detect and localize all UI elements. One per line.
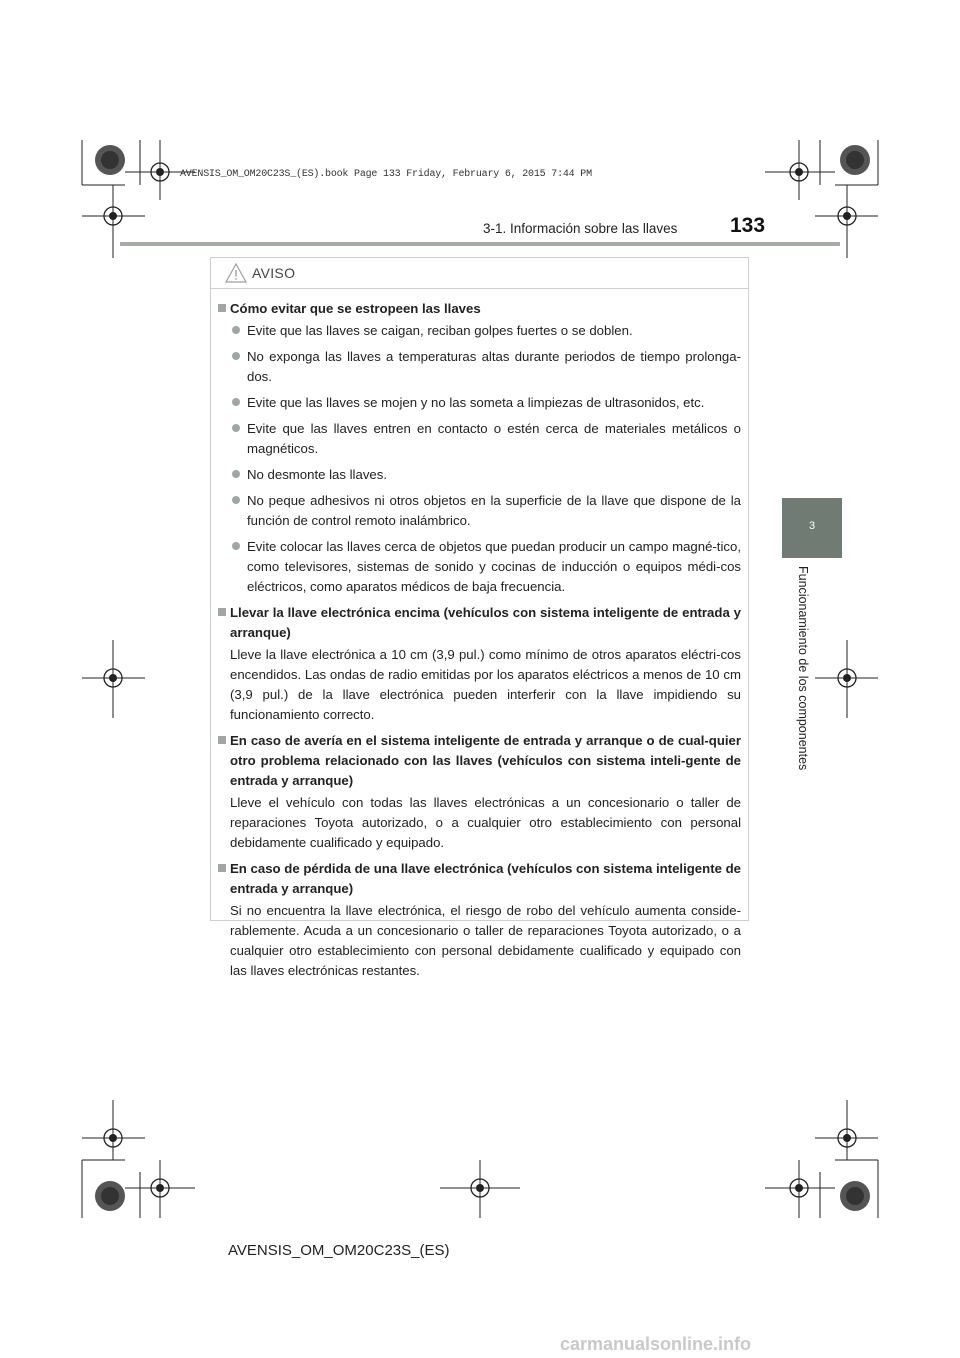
bullet-item: No exponga las llaves a temperaturas altas durante periodos de tiempo prolonga-dos. [232,347,741,387]
book-file-info: AVENSIS_OM_OM20C23S_(ES).book Page 133 Friday, February 6, 2015 7:44 PM [180,169,592,180]
warning-section [218,603,741,725]
bullet-dot-icon [232,424,240,432]
section-text: Si no encuentra la llave electrónica, el riesgo de robo del vehículo aumenta conside-rablemente. Acuda a un concesionario o taller de reparaciones Toyota autorizado, o a cualquier otro establecimiento con personal debidamente cualificado y equipado con las llaves electrónicas restantes. [230,903,741,978]
square-bullet-icon [218,736,226,744]
square-bullet-icon [218,864,226,872]
bullet-dot-icon [232,352,240,360]
warning-section [218,299,741,597]
bullet-item: Evite colocar las llaves cerca de objetos que puedan producir un campo magné-tico, como televisores, sistemas de sonido y cocinas de inducción o equipos médi-cos eléctricos, como aparatos médicos de baja frecuencia. [232,537,741,597]
warning-triangle-icon [225,263,247,283]
section-heading: Llevar la llave electrónica encima (vehículos con sistema inteligente de entrada y arranque) [218,603,741,643]
section-heading: En caso de avería en el sistema inteligente de entrada y arranque o de cual-quier otro problema relacionado con las llaves (vehículos con sistema inteli-gente de entrada y arranque) [218,731,741,791]
section-text: Lleve la llave electrónica a 10 cm (3,9 pul.) como mínimo de otros aparatos eléctri-cos encendidos. Las ondas de radio emitidas por los aparatos eléctricos a menos de 10 cm (3,9 pul.) de la llave electrónica pueden interferir con la llave impidiendo su funcionamiento correcto. [230,647,741,722]
bullet-dot-icon [232,542,240,550]
bullet-item: No peque adhesivos ni otros objetos en la superficie de la llave que dispone de la función de control remoto inalámbrico. [232,491,741,531]
section-heading: En caso de pérdida de una llave electrónica (vehículos con sistema inteligente de entrada y arranque) [218,859,741,899]
page-number: 133 [730,214,766,237]
bullet-dot-icon [232,398,240,406]
section-title: 3-1. Información sobre las llaves [483,221,678,236]
bullet-dot-icon [232,496,240,504]
bullet-item: Evite que las llaves se mojen y no las someta a limpiezas de ultrasonidos, etc. [232,393,741,413]
warning-label: AVISO [252,265,296,281]
section-text: Lleve el vehículo con todas las llaves electrónicas a un concesionario o taller de reparaciones Toyota autorizado, o a cualquier otro establecimiento con personal debidamente cualificado y equipado. [230,795,741,850]
bullet-dot-icon [232,326,240,334]
square-bullet-icon [218,608,226,616]
square-bullet-icon [218,304,226,312]
warning-section [218,731,741,853]
warning-section [218,859,741,981]
bullet-item: Evite que las llaves entren en contacto o estén cerca de materiales metálicos o magnéticos. [232,419,741,459]
chapter-title: Funcionamiento de los componentes [796,566,810,771]
bullet-dot-icon [232,470,240,478]
warning-box [210,257,749,978]
header-rule [120,242,840,246]
chapter-tab [782,498,842,558]
bullet-item: Evite que las llaves se caigan, reciban golpes fuertes o se doblen. [232,321,741,341]
chapter-number: 3 [808,520,816,532]
watermark: carmanualsonline.info [560,1334,752,1354]
bullet-item: No desmonte las llaves. [232,465,741,485]
section-heading: Cómo evitar que se estropeen las llaves [218,299,741,319]
warning-body [211,289,748,981]
footer-code: AVENSIS_OM_OM20C23S_(ES) [228,1242,450,1259]
warning-header [211,258,748,289]
